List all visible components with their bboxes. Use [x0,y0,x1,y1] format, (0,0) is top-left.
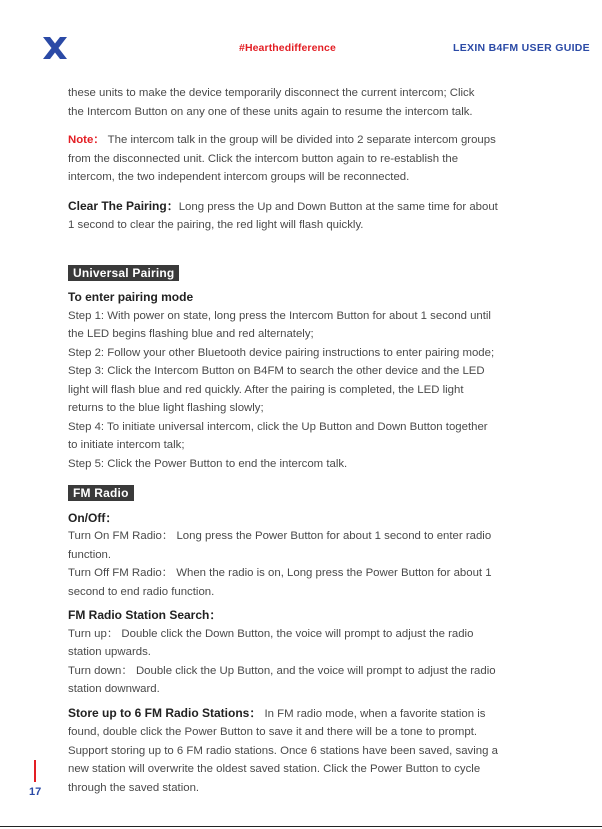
step-line: Step 5: Click the Power Button to end the intercom talk. [68,457,348,470]
fm-line: Turn On FM Radio： Long press the Power Button for about 1 second to enter radio [68,530,492,542]
fm-line: through the saved station. [68,781,200,794]
fm-line: Turn Off FM Radio： When the radio is on, Long press the Power Button for about 1 [68,567,492,579]
bottom-divider [0,826,602,827]
step-line: to initiate intercom talk; [68,439,185,451]
step-line: returns to the blue light flashing slowly; [68,402,264,414]
intro-line: these units to make the device temporarily disconnect the current intercom; Click [68,87,475,99]
brand-logo-icon [40,34,70,62]
fm-line: function. [68,548,112,561]
note-line: from the disconnected unit. Click the intercom button again to re-establish the [68,152,459,165]
fm-radio-heading: FM Radio [68,485,134,501]
fm-line: Support storing up to 6 FM radio stations. Once 6 stations have been saved, saving a [68,744,498,757]
store-stations-paragraph [68,704,543,724]
note-label: Note： [68,134,105,146]
on-off-subheading: On/Off： [68,510,118,525]
page-marker-bar [34,760,36,782]
clear-pairing-line: 1 second to clear the pairing, the red light will flash quickly. [68,219,364,231]
step-line: the LED begins flashing blue and red alternately; [68,328,314,340]
intro-line: the Intercom Button on any one of these units again to resume the intercom talk. [68,105,473,118]
fm-line: Turn up： Double click the Down Button, the voice will prompt to adjust the radio [68,627,474,640]
store-stations-label: Store up to 6 FM Radio Stations： [68,705,262,720]
page-number: 17 [29,786,42,798]
pairing-mode-subheading: To enter pairing mode [68,290,194,304]
step-line: light will flash blue and red quickly. After the pairing is completed, the LED light [68,383,464,396]
fm-line: station upwards. [68,646,151,658]
step-line: Step 2: Follow your other Bluetooth device pairing instructions to enter pairing mode; [68,346,495,359]
fm-line: station downward. [68,683,160,695]
step-line: Step 1: With power on state, long press the Intercom Button for about 1 second until [68,309,491,322]
header-guide-title: LEXIN B4FM USER GUIDE [453,42,590,54]
fm-line: found, double click the Power Button to save it and there will be a tone to prompt. [68,726,478,738]
station-search-subheading: FM Radio Station Search： [68,608,222,622]
note-paragraph [68,131,543,150]
fm-line: new station will overwrite the oldest saved station. Click the Power Button to cycle [68,763,481,775]
note-line: intercom, the two independent intercom groups will be reconnected. [68,171,410,183]
clear-pairing-paragraph [68,197,543,217]
clear-pairing-label: Clear The Pairing： [68,198,179,213]
step-line: Step 4: To initiate universal intercom, click the Up Button and Down Button together [68,420,488,433]
note-text: The intercom talk in the group will be divided into 2 separate intercom groups [104,134,496,146]
step-line: Step 3: Click the Intercom Button on B4FM to search the other device and the LED [68,365,485,377]
fm-line: Turn down： Double click the Up Button, and the voice will prompt to adjust the radio [68,664,496,677]
store-stations-text: In FM radio mode, when a favorite station is [261,707,486,720]
header-hashtag: #Hearthedifference [239,42,336,54]
universal-pairing-heading: Universal Pairing [68,265,179,281]
fm-line: second to end radio function. [68,585,215,598]
clear-pairing-text: Long press the Up and Down Button at the same time for about [178,200,498,213]
page-content [68,84,543,797]
